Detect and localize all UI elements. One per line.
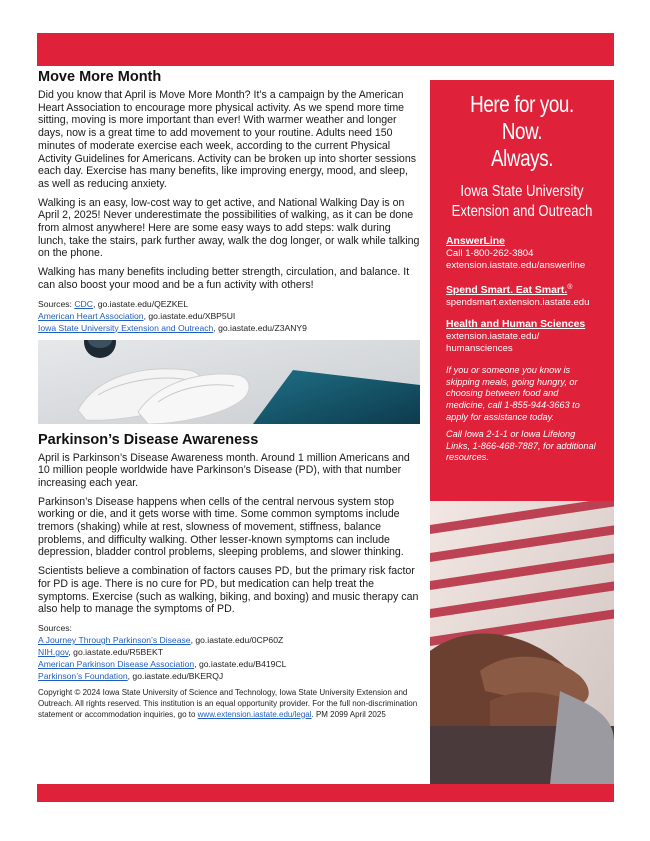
tagline-line: Always.	[490, 145, 554, 171]
registered-mark: ®	[567, 284, 573, 291]
tagline-line: Now.	[501, 118, 543, 144]
source-short-url: , go.iastate.edu/B419CL	[194, 658, 287, 669]
source-link-journey[interactable]: A Journey Through Parkinson’s Disease	[38, 634, 191, 645]
sources-label: Sources:	[38, 298, 72, 309]
hhs-url: humansciences	[446, 343, 513, 355]
paragraph: Walking is an easy, low-cost way to get active, and National Walking Day is on April 2, 2025! Never underestimate the possibilities of walking, as it can be done from almost anywhere! Here are some easy ways to add steps: walk during lunch, take the stairs, park further away, walk the dog longer, or walk while talking on the phone.	[38, 196, 420, 260]
copyright-text: Copyright © 2024 Iowa State University of Science and Technology, Iowa State University Extension and Outreach. All rights reserved. This institution is an equal opportunity provider. For the full non-discrimination statement or accommodation inquiries, go to	[38, 687, 418, 719]
sources-label: Sources:	[38, 622, 72, 633]
assistance-note: If you or someone you know is skipping meals, going hungry, or choosing between food and medicine, call 1-855-944-3663 to apply for assistance today.	[446, 365, 580, 422]
paragraph: Did you know that April is Move More Month? It’s a campaign by the American Heart Association to encourage more physical activity. As we spend more time sitting, moving is more important than ever! With warmer weather and longer days, now is a great time to add movement to your routine. Adults need 150 minutes of moderate exercise each week, according to the current Physical Activity Guidelines for Americans. Activity can be broken up into shorter sessions each day. Exercise has many benefits, like improving energy, mood, and sleep, as well as reducing anxiety.	[38, 89, 417, 190]
org-line: Iowa State University	[460, 183, 584, 200]
legal-link[interactable]: www.extension.iastate.edu/legal	[197, 709, 312, 719]
hhs-link[interactable]: Health and Human Sciences	[446, 319, 586, 331]
hhs-url: extension.iastate.edu/	[446, 331, 540, 343]
source-short-url: , go.iastate.edu/QEZKEL	[92, 298, 189, 309]
sneakers-photo	[38, 340, 420, 424]
spendsmart-block	[446, 282, 614, 309]
source-short-url: , go.iastate.edu/BKERQJ	[127, 670, 224, 681]
source-short-url: , go.iastate.edu/R5BEKT	[68, 646, 163, 657]
copyright-suffix: . PM 2099 April 2025	[311, 709, 386, 719]
paragraph: Walking has many benefits including better strength, circulation, and balance. It can also boost your mood and be a fun activity with others!	[38, 266, 410, 291]
source-short-url: , go.iastate.edu/0CP60Z	[190, 634, 284, 645]
source-short-url: , go.iastate.edu/Z3ANY9	[213, 322, 307, 333]
resources-note: Call Iowa 2-1-1 or Iowa Lifelong Links, 1-866-468-7887, for additional resources.	[446, 429, 596, 463]
sources-list	[38, 298, 420, 334]
paragraph: Scientists believe a combination of factors causes PD, but the primary risk factor for PD is age. There is no cure for PD, but medication can help treat the symptoms. Exercise (such as walking, biking, and boxing) and music therapy can also help to manage the symptoms of PD.	[38, 565, 419, 616]
contacts	[446, 236, 614, 355]
answerline-block	[446, 236, 614, 272]
spendsmart-link[interactable]: Spend Smart. Eat Smart.	[446, 285, 568, 297]
spendsmart-url: spendsmart.extension.iastate.edu	[446, 297, 590, 309]
tagline-line: Here for you.	[470, 91, 574, 117]
footer-band	[37, 784, 614, 802]
source-link-aha[interactable]: American Heart Association	[38, 310, 144, 321]
paragraph: Parkinson’s Disease happens when cells of the central nervous system stop working or die, and it gets worse with time. Some common symptoms include tremors (shaking) while at rest, slowness of movement, stiffness, balance problems, and difficulty walking. Other lesser-known symptoms can include depression, bladder control problems, sleeping problems, and slower thinking.	[38, 495, 404, 559]
sources-list	[38, 622, 420, 682]
source-link-isu[interactable]: Iowa State University Extension and Outreach	[38, 322, 214, 333]
section-title-move-more: Move More Month	[38, 69, 162, 85]
copyright-notice	[38, 688, 420, 720]
org-line: Extension and Outreach	[451, 203, 593, 220]
header-band	[37, 33, 614, 66]
source-link-pf[interactable]: Parkinson’s Foundation	[38, 670, 128, 681]
main-column	[38, 69, 420, 720]
paragraph: April is Parkinson’s Disease Awareness month. Around 1 million Americans and 10 million people worldwide have Parkinson’s Disease (PD), with that number increasing each year.	[38, 451, 410, 489]
source-link-nih[interactable]: NIH.gov	[38, 646, 69, 657]
org-name	[447, 182, 598, 222]
source-short-url: , go.iastate.edu/XBP5UI	[143, 310, 236, 321]
source-link-apda[interactable]: American Parkinson Disease Association	[38, 658, 195, 669]
sneakers-illustration	[38, 340, 420, 424]
answerline-phone: Call 1-800-262-3804	[446, 248, 534, 259]
hhs-block	[446, 319, 614, 355]
sidebar	[430, 80, 614, 784]
answerline-url: extension.iastate.edu/answerline	[446, 260, 586, 271]
tagline	[430, 91, 614, 222]
section-title-parkinsons: Parkinson’s Disease Awareness	[38, 431, 259, 448]
answerline-link[interactable]: AnswerLine	[446, 236, 505, 247]
source-link-cdc[interactable]: CDC	[74, 298, 93, 309]
hands-photo	[430, 501, 614, 784]
